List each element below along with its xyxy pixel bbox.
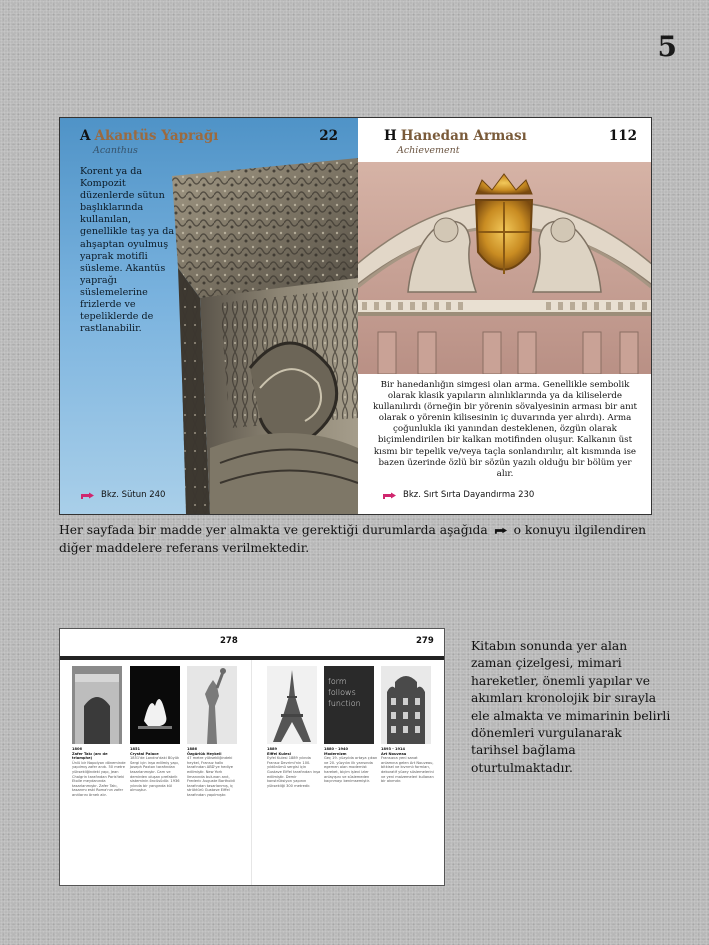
- timeline-year: 1893 - 1914: [381, 747, 405, 751]
- entry-definition: Korent ya da Kompozit düzenlerde sütun başlıklarında kullanılan, genellikle taş ya da ahşaptan oyulmuş yaprak motifli süsleme. Akantüs yaprağı süslemelerine frizlerde ve tepeliklerde de rastlanabilir.: [80, 166, 175, 335]
- pointing-hand-icon: [494, 526, 508, 535]
- entry-page-achievement: [358, 118, 651, 514]
- timeline-name: Özgürlük Heykeli: [187, 751, 222, 756]
- caption-text-before-icon: Her sayfada bir madde yer almakta ve gerektiği durumlarda aşağıda: [59, 523, 488, 537]
- entry-page-acanthus: [60, 118, 358, 514]
- entry-letter: A: [80, 128, 91, 144]
- pointing-hand-icon: [80, 491, 95, 500]
- timeline-page-right-number: 279: [416, 636, 434, 646]
- modernism-slogan: [328, 676, 361, 709]
- timeline-photo-crystal-palace: [130, 666, 180, 744]
- timeline-year: 1889: [267, 747, 278, 751]
- slogan-line: form: [328, 677, 347, 686]
- page-number: 5: [657, 30, 677, 63]
- timeline-description: Ünlü bir Napolyon döneminde yapılmış zafer anıtı. 50 metre yüksekliğindeki yapı, Jean Chalgrin tarafından Paris'teki Etoile meydanında tasarlanmıştır. Zafer Takı, tasarımı eski Roma'nın zafer anıtlarını örnek alır.: [72, 760, 126, 797]
- timeline-name: Modernizm: [324, 751, 347, 756]
- cross-reference-text: Bkz. Sütun 240: [101, 490, 166, 500]
- timeline-item: [72, 747, 126, 798]
- entry-definition: Bir hanedanlığın simgesi olan arma. Genellikle sembolik olarak klasik yapıların alınlıklarında ya da kiliselerde kullanılırdı (örneğin bir yörenin sövalyesinin arması bir anıt olarak o yörenin kilisesinin iç duvarında yer alırdı). Arma çoğunlukla iki yanından desteklenen, özgün olarak biçimlendirilen bir kalkan motifinden oluşur. Kalkanın üst kısmı bir tepelik ve/veya taçla sonlandırılır, alt kısmında ise bazen üzerinde özlü bir sözün yazılı olduğu bir bölüm yer alır.: [372, 380, 638, 479]
- coat-of-arms-illustration: [358, 162, 651, 374]
- entry-english-name: Achievement: [397, 145, 460, 156]
- timeline-item: [324, 747, 378, 784]
- cross-reference: [382, 490, 534, 500]
- coat-of-arms-photo: [358, 162, 651, 374]
- timeline-photo-art-nouveau: [381, 666, 431, 744]
- timeline-item: [130, 747, 184, 793]
- pointing-hand-icon: [382, 491, 397, 500]
- timeline-photo-modernism: [324, 666, 374, 744]
- entry-english-name: Acanthus: [93, 145, 138, 156]
- timeline-photo-arc-de-triomphe: [72, 666, 122, 744]
- entry-page-number: 112: [608, 128, 637, 144]
- timeline-description: 1851'de Londra'daki Büyük Sergi için inşa edilmiş yapı, Joseph Paxton tarafından tasarlanmıştır. Cam ve demirden oluşan prefabrik sisteminin öncüsüdür. 1936 yılında bir yangında kül olmuştur.: [130, 756, 180, 793]
- entry-title: [384, 128, 637, 144]
- timeline-page-left-number: 278: [220, 636, 238, 646]
- caption-entries: [59, 522, 651, 557]
- slogan-line: follows: [328, 688, 356, 697]
- timeline-year: 1886: [187, 747, 198, 751]
- cross-reference: [80, 490, 165, 500]
- entry-letter: H: [384, 128, 397, 144]
- timeline-name: Eiffel Kulesi: [267, 751, 291, 756]
- sample-spread-entries: [59, 117, 652, 515]
- slogan-line: function: [328, 699, 361, 708]
- timeline-description: 47 metre yüksekliğindeki heykel, Fransız halkı tarafından ABD'ye hediye edilmiştir. New York limanında bulunan anıt, Frederic Auguste Bartholdi tarafından tasarlanmış, iç strüktürü Gustave Eiffel tarafından yapılmıştır.: [187, 756, 235, 797]
- timeline-item: [381, 747, 435, 784]
- caption-text-after-icon: o konuyu ilgilendiren diğer maddelere referans verilmektedir.: [59, 523, 647, 555]
- timeline-name: Art Nouveau: [381, 751, 407, 756]
- entry-page-number: 22: [319, 128, 338, 144]
- entry-word: Hanedan Arması: [400, 128, 527, 144]
- entry-header-achievement: [384, 128, 637, 162]
- timeline-item: [267, 747, 321, 788]
- timeline-year: 1880 - 1940: [324, 747, 348, 751]
- timeline-photo-eiffel-tower: [267, 666, 317, 744]
- timeline-photo-statue-of-liberty: [187, 666, 237, 744]
- timeline-name: Crystal Palace: [130, 751, 159, 756]
- caption-timeline: Kitabın sonunda yer alan zaman çizelgesi, mimari hareketler, önemli yapılar ve akımları kronolojik bir sırayla ele almakta ve mimarinin belirli dönemleri vurgulanarak tarihsel bağlama oturtulmaktadır.: [471, 639, 671, 775]
- timeline-description: Eyfel Kulesi 1889 yılında Fransız Devrimi'nin 100. yıldönümü sergisi için Gustave Eiffel tarafından inşa edilmiştir. Demir konstrüksiyon yapının yüksekliği 300 metredir.: [267, 756, 321, 788]
- timeline-name: Zafer Takı (arc de triomphe): [72, 751, 108, 761]
- sample-spread-timeline: [59, 628, 445, 886]
- cross-reference-text: Bkz. Sırt Sırta Dayandırma 230: [403, 490, 535, 500]
- timeline-item: [187, 747, 241, 798]
- timeline-rule: [60, 656, 444, 660]
- entry-header-acanthus: [80, 128, 338, 162]
- timeline-year: 1806: [72, 747, 83, 751]
- timeline-year: 1851: [130, 747, 141, 751]
- timeline-description: Geç 19. yüzyılda ortaya çıkan ve 20. yüzyılın ilk yarısında egemen olan modernist hareket, biçim işlevi izler anlayışını ve süslemeden kaçınmayı benimsemiştir.: [324, 756, 378, 784]
- spread-gutter: [251, 660, 252, 885]
- timeline-description: Fransızca yeni sanat anlamına gelen Art Nouveau, bitkisel ve kıvrımlı formları, dekoratif yüzey süslemelerini ve yeni malzemeleri kullanan bir akımdır.: [381, 756, 434, 784]
- entry-word: Akantüs Yaprağı: [94, 128, 219, 144]
- entry-title: [80, 128, 338, 144]
